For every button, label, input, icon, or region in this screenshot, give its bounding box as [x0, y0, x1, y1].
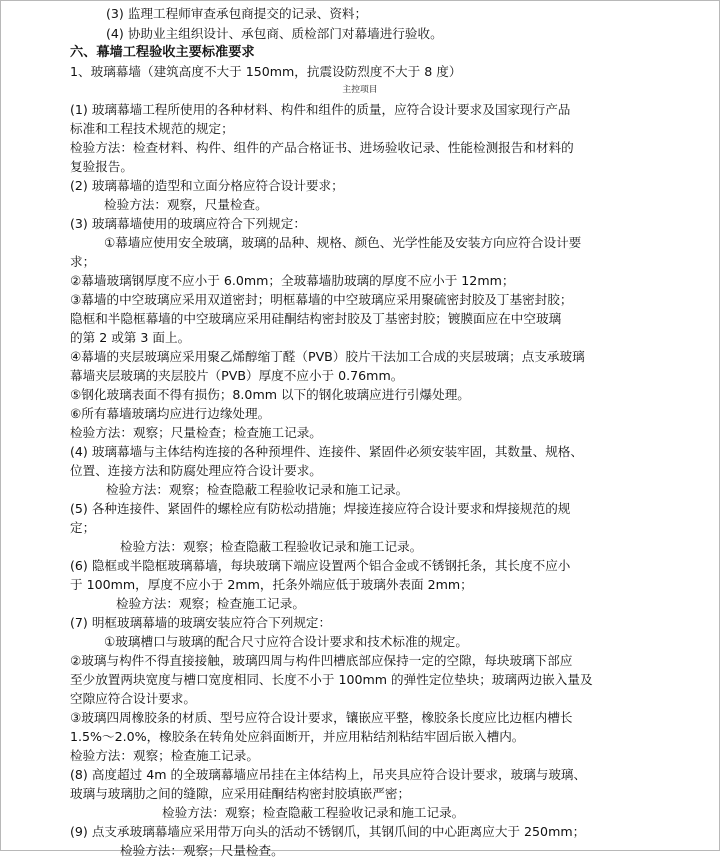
inspection-method: 检验方法：观察；检查施工记录。	[116, 596, 305, 611]
inspection-method: 检验方法：观察；尺量检查；检查施工记录。	[70, 425, 322, 440]
text-line: ④幕墙的夹层玻璃应采用聚乙烯醇缩丁醛（PVB）胶片干法加工合成的夹层玻璃；点支承玻璃	[70, 349, 585, 364]
text-line: (5) 各种连接件、紧固件的螺栓应有防松动措施；焊接连接应符合设计要求和焊接规范的规	[70, 501, 571, 516]
inspection-method: 检验方法：观察；检查施工记录。	[70, 748, 259, 763]
text-line: (3) 监理工程师审查承包商提交的记录、资料；	[106, 6, 368, 21]
text-line: ③幕墙的中空玻璃应采用双道密封；明框幕墙的中空玻璃应采用聚硫密封胶及丁基密封胶；	[70, 292, 573, 307]
text-line: ①幕墙应使用安全玻璃，玻璃的品种、规格、颜色、光学性能及安装方向应符合设计要	[104, 235, 582, 250]
text-line: (6) 隐框或半隐框玻璃幕墙，每块玻璃下端应设置两个铝合金或不锈钢托条，其长度不应小	[70, 558, 571, 573]
text-line: ①玻璃槽口与玻璃的配合尺寸应符合设计要求和技术标准的规定。	[104, 634, 468, 649]
main-control-items-title: 主控项目	[342, 85, 378, 95]
text-line: (3) 玻璃幕墙使用的玻璃应符合下列规定：	[70, 216, 306, 231]
text-line: ⑤钢化玻璃表面不得有损伤；8.0mm 以下的钢化玻璃应进行引爆处理。	[70, 387, 470, 402]
text-line: ②幕墙玻璃钢厚度不应小于 6.0mm；全玻幕墙肋玻璃的厚度不应小于 12mm；	[70, 273, 515, 288]
text-line: 于 100mm，厚度不应小于 2mm，托条外端应低于玻璃外表面 2mm；	[70, 577, 473, 592]
text-line: 玻璃与玻璃肋之间的缝隙，应采用硅酮结构密封胶填嵌严密；	[70, 786, 411, 801]
text-line: 隐框和半隐框幕墙的中空玻璃应采用硅酮结构密封胶及丁基密封胶；镀膜面应在中空玻璃	[70, 311, 562, 326]
text-line: 1.5%～2.0%，橡胶条在转角处应斜面断开，并应用粘结剂粘结牢固后嵌入槽内。	[70, 729, 525, 744]
text-line: ⑥所有幕墙玻璃均应进行边缘处理。	[70, 406, 271, 421]
text-line: 求；	[70, 254, 96, 269]
text-line: (4) 协助业主组织设计、承包商、质检部门对幕墙进行验收。	[106, 26, 443, 41]
text-line: (2) 玻璃幕墙的造型和立面分格应符合设计要求；	[70, 178, 344, 193]
text-line: 至少放置两块宽度与槽口宽度相同、长度不小于 100mm 的弹性定位垫块；玻璃两边嵌入量及	[70, 672, 593, 687]
text-line: ②玻璃与构件不得直接接触，玻璃四周与构件凹槽底部应保持一定的空隙，每块玻璃下部应	[70, 653, 573, 668]
subsection-heading: 1、玻璃幕墙（建筑高度不大于 150mm，抗震设防烈度不大于 8 度）	[70, 64, 462, 79]
inspection-method: 检验方法：观察，尺量检查。	[104, 197, 268, 212]
text-line: (9) 点支承玻璃幕墙应采用带万向头的活动不锈钢爪，其钢爪间的中心距离应大于 250mm；	[70, 824, 586, 839]
text-line: 定；	[70, 520, 96, 535]
inspection-method: 检验方法：观察；尺量检查。	[120, 843, 284, 858]
section-heading: 六、幕墙工程验收主要标准要求	[70, 45, 255, 60]
text-line: (8) 高度超过 4m 的全玻璃幕墙应吊挂在主体结构上，吊夹具应符合设计要求，玻璃与玻璃、	[70, 767, 587, 782]
text-line: 的第 2 或第 3 面上。	[70, 330, 191, 345]
text-line: (4) 玻璃幕墙与主体结构连接的各种预埋件、连接件、紧固件必须安装牢固，其数量、规格、	[70, 444, 583, 459]
text-line: 位置、连接方法和防腐处理应符合设计要求。	[70, 463, 322, 478]
text-line: (1) 玻璃幕墙工程所使用的各种材料、构件和组件的质量，应符合设计要求及国家现行产品	[70, 102, 571, 117]
text-line: (7) 明框玻璃幕墙的玻璃安装应符合下列规定：	[70, 615, 332, 630]
inspection-method: 检验方法：观察；检查隐蔽工程验收记录和施工记录。	[162, 805, 465, 820]
inspection-method: 检验方法：观察；检查隐蔽工程验收记录和施工记录。	[106, 482, 409, 497]
text-line: 标准和工程技术规范的规定；	[70, 121, 234, 136]
text-line: 复验报告。	[70, 159, 133, 174]
text-line: 空隙应符合设计要求。	[70, 691, 196, 706]
inspection-method: 检验方法：观察；检查隐蔽工程验收记录和施工记录。	[120, 539, 423, 554]
text-line: 幕墙夹层玻璃的夹层胶片（PVB）厚度不应小于 0.76mm。	[70, 368, 404, 383]
text-line: 检验方法：检查材料、构件、组件的产品合格证书、进场验收记录、性能检测报告和材料的	[70, 140, 574, 155]
text-line: ③玻璃四周橡胶条的材质、型号应符合设计要求，镶嵌应平整，橡胶条长度应比边框内槽长	[70, 710, 573, 725]
